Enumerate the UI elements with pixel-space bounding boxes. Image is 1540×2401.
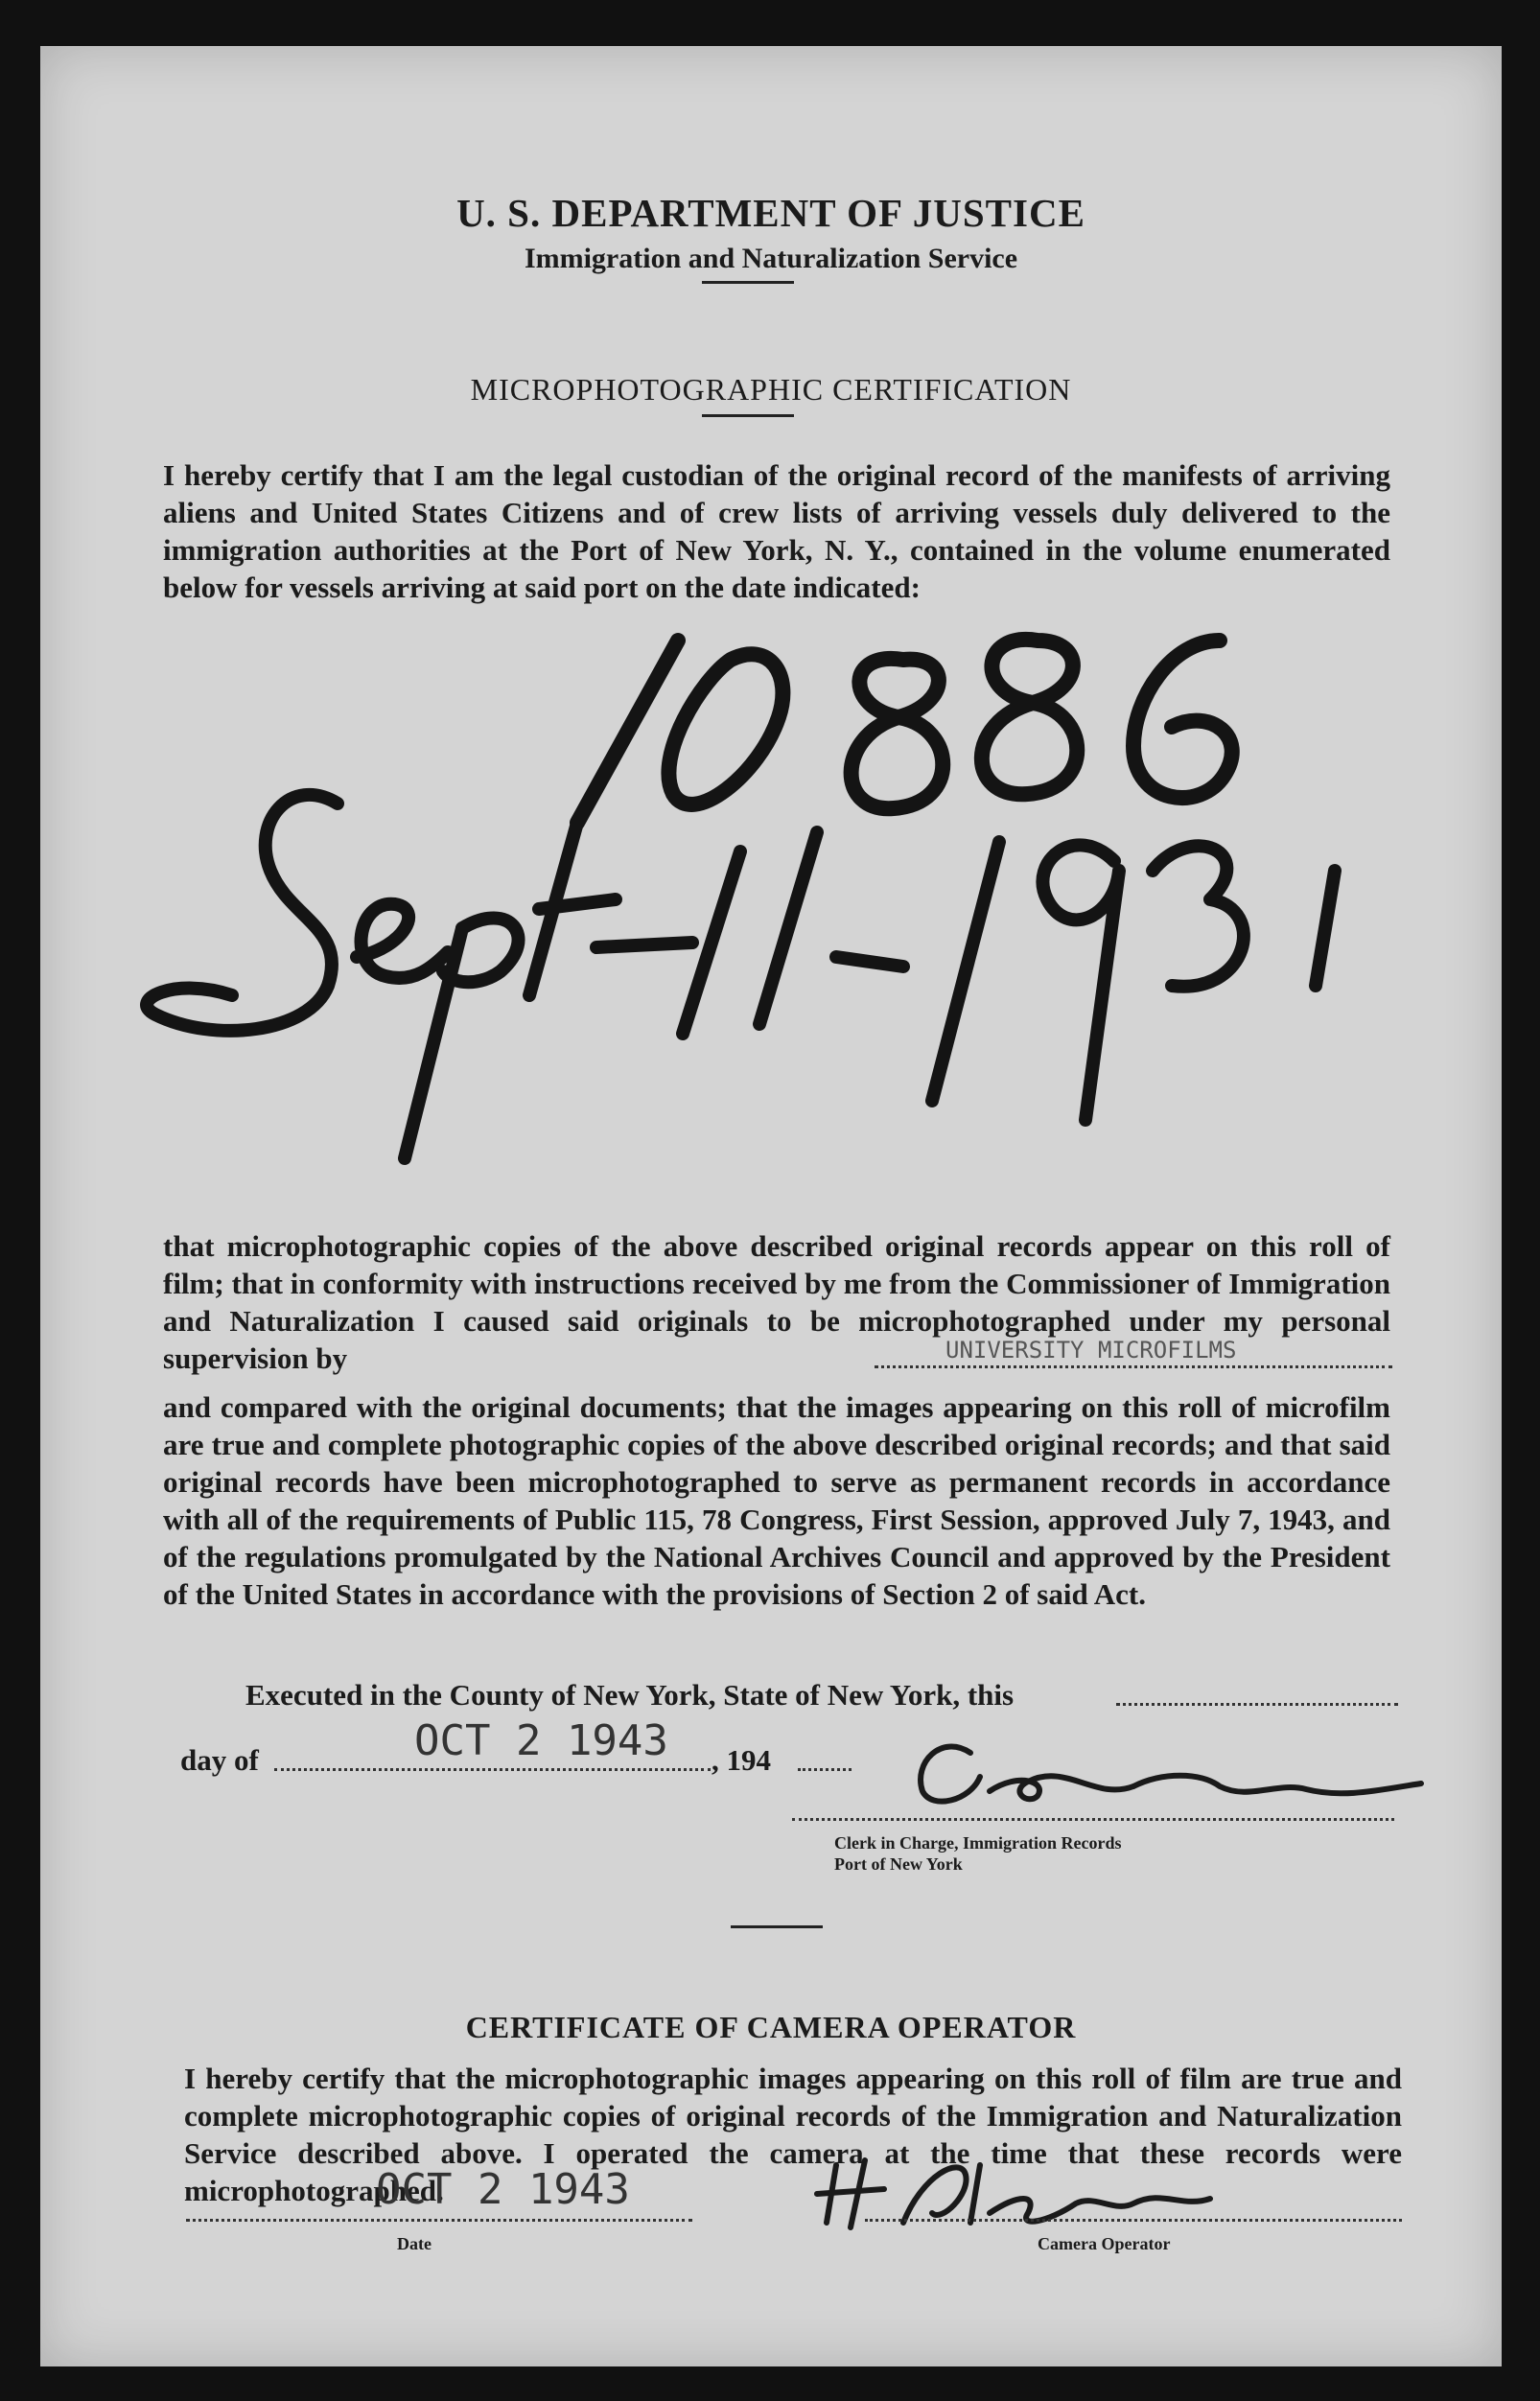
department-heading: U. S. DEPARTMENT OF JUSTICE [456,191,1085,235]
certification-title: MICROPHOTOGRAPHIC CERTIFICATION [470,372,1072,407]
vendor-line [875,1365,1392,1368]
certification-body-part1: that microphotographic copies of the above described original records appear on this roll of film; that in conformity with instructions received by me from the Commissioner of Immigration and Naturalization I caused said originals to be microphotographed under my personal supervision by [163,1229,1390,1375]
certificate-page [40,46,1502,2366]
handwritten-volume-and-date [40,583,1502,1177]
executed-day-line [1116,1703,1398,1706]
intro-paragraph: I hereby certify that I am the legal custodian of the original record of the manifests of arriving aliens and United States Citizens and of crew lists of arriving vessels duly delivered to the immigration authorities at the Port of New York, N. Y., contained in the volume enumerated below for vessels arriving at said port on the date indicated: [163,458,1390,604]
camera-date-stamp: OCT 2 1943 [376,2165,630,2214]
year-line [798,1768,852,1771]
executed-line: Executed in the County of New York, State of New York, this [245,1678,1015,1712]
day-of-label: day of [180,1743,259,1777]
camera-operator-line [865,2219,1402,2222]
date-label: Date [397,2234,432,2253]
year-prefix: , 194 [712,1743,771,1777]
executed-date-stamp: OCT 2 1943 [414,1716,668,1765]
divider [731,1925,823,1928]
typed-vendor-name: UNIVERSITY MICROFILMS [945,1337,1237,1364]
clerk-signature-line [792,1818,1394,1821]
camera-certificate-heading: CERTIFICATE OF CAMERA OPERATOR [465,2010,1077,2044]
handwritten-volume-number [577,640,1232,823]
handwritten-date [147,795,1335,1158]
clerk-title: Clerk in Charge, Immigration Records [834,1833,1122,1853]
clerk-signature [884,1714,1440,1820]
divider [702,414,794,417]
divider [702,281,794,284]
camera-operator-signature [798,2136,1258,2242]
service-subheading: Immigration and Naturalization Service [524,243,1018,274]
certification-body-part2: and compared with the original documents; that the images appearing on this roll of microfilm are true and complete photographic copies of the above described original records; and that said original records have been microphotographed to serve as permanent records in accordance with all of the requirements of Public 115, 78 Congress, First Session, approved July 7, 1943, and of the regulations promulgated by the National Archives Council and approved by the President of the United States in accordance with the provisions of Section 2 of said Act. [163,1390,1390,1611]
clerk-port: Port of New York [834,1854,963,1874]
camera-certificate-text: I hereby certify that the microphotographic images appearing on this roll of film are true and complete microphotographic copies of original records of the Immigration and Naturalization Service described above. I operated the camera at the time that these records were microphotographed. [184,2062,1402,2207]
camera-operator-label: Camera Operator [1038,2234,1171,2253]
date-line [186,2219,692,2222]
day-of-line [274,1768,711,1771]
